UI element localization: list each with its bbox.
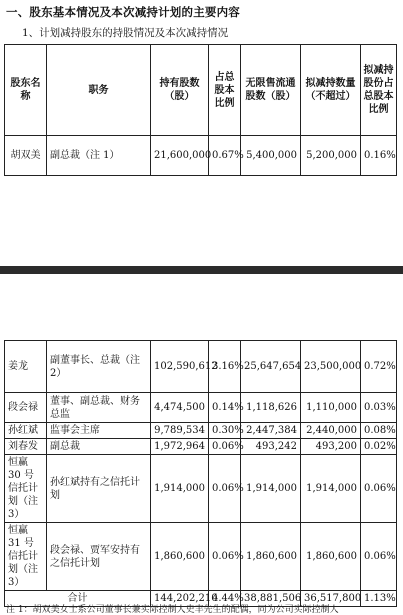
cell-shares-held: 1,914,000	[151, 455, 209, 523]
col-header-ratio: 占总股本比例	[209, 45, 241, 136]
col-header-position: 职务	[47, 45, 151, 136]
cell-total-planned-reduction: 36,517,800	[301, 591, 361, 607]
cell-ratio: 0.06%	[209, 455, 241, 523]
cell-position: 监事会主席	[47, 423, 151, 439]
cell-planned-reduction: 23,500,000	[301, 341, 361, 393]
cell-planned-reduction: 5,200,000	[301, 136, 361, 176]
cell-unrestricted: 1,860,600	[241, 523, 301, 591]
cell-shares-held: 4,474,500	[151, 393, 209, 423]
cell-position: 副董事长、总裁（注 2）	[47, 341, 151, 393]
cell-shares-held: 1,972,964	[151, 439, 209, 455]
holdings-table-top	[4, 44, 397, 176]
cell-ratio: 0.06%	[209, 439, 241, 455]
table-row	[5, 523, 397, 591]
cell-shareholder: 孙红斌	[5, 423, 47, 439]
holdings-table-bottom	[4, 340, 397, 607]
cell-shares-held: 1,860,600	[151, 523, 209, 591]
cell-unrestricted: 25,647,654	[241, 341, 301, 393]
col-header-shares-held: 持有股数（股）	[151, 45, 209, 136]
table-row	[5, 439, 397, 455]
cell-position: 董事、副总裁、财务总监	[47, 393, 151, 423]
cell-shares-held: 9,789,534	[151, 423, 209, 439]
cell-position: 段会禄、贾军安持有之信托计划	[47, 523, 151, 591]
cell-planned-reduction: 1,860,600	[301, 523, 361, 591]
cell-reduction-ratio: 0.06%	[361, 523, 397, 591]
cell-reduction-ratio: 0.02%	[361, 439, 397, 455]
cell-total-ratio: 4.44%	[209, 591, 241, 607]
page-break-divider	[0, 266, 403, 274]
cell-total-unrestricted: 38,881,506	[241, 591, 301, 607]
cell-planned-reduction: 1,914,000	[301, 455, 361, 523]
cell-position: 副总裁	[47, 439, 151, 455]
table-row	[5, 341, 397, 393]
cell-total-reduction-ratio: 1.13%	[361, 591, 397, 607]
table-row	[5, 393, 397, 423]
cell-ratio: 0.30%	[209, 423, 241, 439]
cell-reduction-ratio: 0.16%	[361, 136, 397, 176]
cell-position: 孙红斌持有之信托计划	[47, 455, 151, 523]
cell-unrestricted: 493,242	[241, 439, 301, 455]
cell-unrestricted: 2,447,384	[241, 423, 301, 439]
cell-reduction-ratio: 0.03%	[361, 393, 397, 423]
table-header-row	[5, 45, 397, 136]
cell-planned-reduction: 1,110,000	[301, 393, 361, 423]
cell-unrestricted: 1,118,626	[241, 393, 301, 423]
cell-planned-reduction: 493,200	[301, 439, 361, 455]
table-row	[5, 423, 397, 439]
col-header-shareholder: 股东名称	[5, 45, 47, 136]
col-header-planned-reduction: 拟减持数量（不超过）	[301, 45, 361, 136]
col-header-unrestricted: 无限售流通股数（股）	[241, 45, 301, 136]
cell-shareholder: 段会禄	[5, 393, 47, 423]
cell-unrestricted: 5,400,000	[241, 136, 301, 176]
cell-ratio: 0.14%	[209, 393, 241, 423]
cell-reduction-ratio: 0.06%	[361, 455, 397, 523]
footnote: 注 1：胡双美女士系公司董事长兼实际控制人史丰先生的配偶，同为公司实际控制人	[6, 605, 339, 615]
cell-shares-held: 102,590,612	[151, 341, 209, 393]
cell-shareholder: 刘春发	[5, 439, 47, 455]
cell-shareholder: 姜龙	[5, 341, 47, 393]
cell-total-label: 合计	[5, 591, 151, 607]
cell-reduction-ratio: 0.08%	[361, 423, 397, 439]
subsection-heading: 1、计划减持股东的持股情况及本次减持情况	[22, 27, 229, 39]
table-row	[5, 136, 397, 176]
cell-shares-held: 21,600,000	[151, 136, 209, 176]
cell-ratio: 3.16%	[209, 341, 241, 393]
col-header-reduction-ratio: 拟减持股份占总股本比例	[361, 45, 397, 136]
cell-shareholder: 胡双美	[5, 136, 47, 176]
cell-shareholder: 恒赢 31 号信托计划（注 3）	[5, 523, 47, 591]
section-heading: 一、股东基本情况及本次减持计划的主要内容	[6, 5, 240, 19]
cell-position: 副总裁（注 1）	[47, 136, 151, 176]
cell-unrestricted: 1,914,000	[241, 455, 301, 523]
table-row	[5, 455, 397, 523]
cell-reduction-ratio: 0.72%	[361, 341, 397, 393]
cell-shareholder: 恒赢 30 号信托计划（注 3）	[5, 455, 47, 523]
cell-ratio: 0.67%	[209, 136, 241, 176]
cell-ratio: 0.06%	[209, 523, 241, 591]
cell-total-shares-held: 144,202,210	[151, 591, 209, 607]
cell-planned-reduction: 2,440,000	[301, 423, 361, 439]
